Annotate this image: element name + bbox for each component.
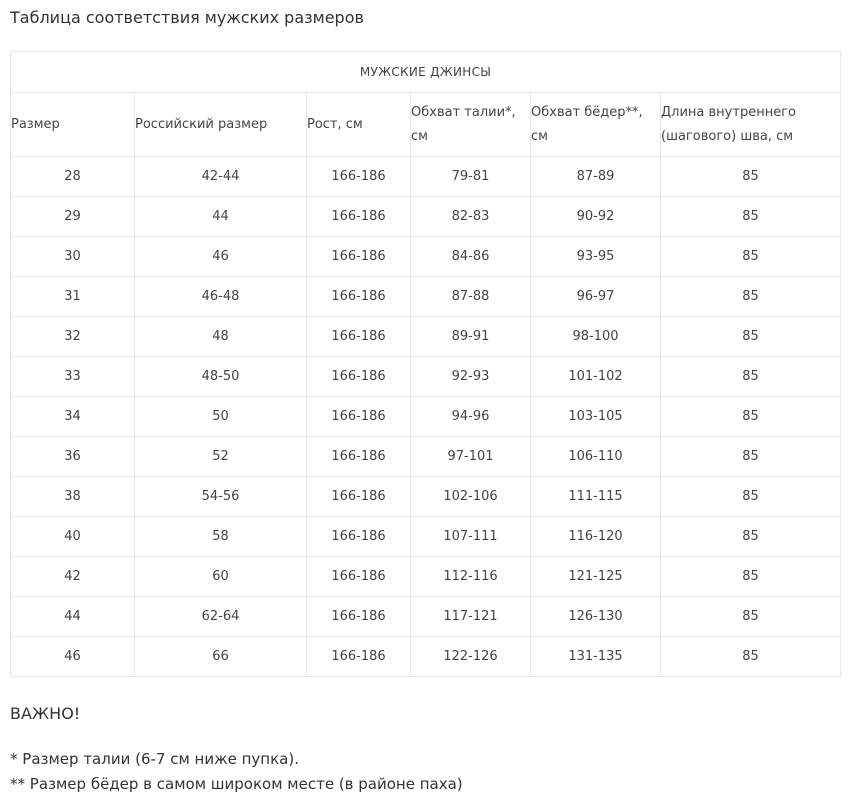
table-row: [11, 197, 841, 237]
cell-waist: 102-106: [411, 477, 531, 517]
cell-inseam: 85: [661, 437, 841, 477]
cell-height: 166-186: [307, 437, 411, 477]
cell-waist: 117-121: [411, 597, 531, 637]
table-row: [11, 157, 841, 197]
cell-waist: 122-126: [411, 637, 531, 677]
header-russian-size: Российский размер: [135, 93, 307, 157]
note-waist: * Размер талии (6-7 см ниже пупка).: [10, 750, 299, 768]
table-row: [11, 277, 841, 317]
cell-size: 29: [11, 197, 135, 237]
cell-height: 166-186: [307, 237, 411, 277]
cell-hips: 111-115: [531, 477, 661, 517]
cell-waist: 92-93: [411, 357, 531, 397]
cell-russian-size: 48-50: [135, 357, 307, 397]
header-inseam: Длина внутреннего (шагового) шва, см: [661, 93, 841, 157]
cell-inseam: 85: [661, 317, 841, 357]
cell-height: 166-186: [307, 517, 411, 557]
cell-russian-size: 46-48: [135, 277, 307, 317]
cell-size: 31: [11, 277, 135, 317]
header-height: Рост, см: [307, 93, 411, 157]
cell-russian-size: 46: [135, 237, 307, 277]
cell-inseam: 85: [661, 157, 841, 197]
cell-waist: 79-81: [411, 157, 531, 197]
table-body: [11, 157, 841, 677]
table-caption-row: [11, 52, 841, 93]
page-title: Таблица соответствия мужских размеров: [10, 8, 364, 27]
table-row: [11, 357, 841, 397]
cell-height: 166-186: [307, 637, 411, 677]
cell-waist: 89-91: [411, 317, 531, 357]
cell-inseam: 85: [661, 477, 841, 517]
cell-waist: 87-88: [411, 277, 531, 317]
table-row: [11, 637, 841, 677]
cell-size: 40: [11, 517, 135, 557]
cell-russian-size: 42-44: [135, 157, 307, 197]
cell-size: 36: [11, 437, 135, 477]
cell-hips: 101-102: [531, 357, 661, 397]
table-caption: МУЖСКИЕ ДЖИНСЫ: [11, 52, 841, 93]
cell-size: 33: [11, 357, 135, 397]
cell-hips: 93-95: [531, 237, 661, 277]
cell-height: 166-186: [307, 317, 411, 357]
cell-size: 32: [11, 317, 135, 357]
cell-hips: 116-120: [531, 517, 661, 557]
cell-waist: 82-83: [411, 197, 531, 237]
cell-inseam: 85: [661, 277, 841, 317]
cell-inseam: 85: [661, 557, 841, 597]
cell-inseam: 85: [661, 237, 841, 277]
cell-russian-size: 52: [135, 437, 307, 477]
cell-hips: 103-105: [531, 397, 661, 437]
table-row: [11, 437, 841, 477]
cell-russian-size: 60: [135, 557, 307, 597]
cell-waist: 97-101: [411, 437, 531, 477]
cell-hips: 90-92: [531, 197, 661, 237]
cell-size: 42: [11, 557, 135, 597]
header-hips: Обхват бёдер**, см: [531, 93, 661, 157]
cell-russian-size: 54-56: [135, 477, 307, 517]
cell-height: 166-186: [307, 357, 411, 397]
cell-hips: 98-100: [531, 317, 661, 357]
cell-size: 46: [11, 637, 135, 677]
cell-waist: 94-96: [411, 397, 531, 437]
cell-russian-size: 44: [135, 197, 307, 237]
cell-size: 30: [11, 237, 135, 277]
cell-size: 38: [11, 477, 135, 517]
table-header-row: [11, 93, 841, 157]
cell-hips: 87-89: [531, 157, 661, 197]
cell-inseam: 85: [661, 597, 841, 637]
cell-russian-size: 66: [135, 637, 307, 677]
table-row: [11, 477, 841, 517]
header-size: Размер: [11, 93, 135, 157]
cell-russian-size: 50: [135, 397, 307, 437]
table-row: [11, 557, 841, 597]
cell-russian-size: 58: [135, 517, 307, 557]
cell-size: 34: [11, 397, 135, 437]
cell-size: 28: [11, 157, 135, 197]
cell-inseam: 85: [661, 517, 841, 557]
table-row: [11, 397, 841, 437]
cell-height: 166-186: [307, 397, 411, 437]
cell-height: 166-186: [307, 597, 411, 637]
cell-hips: 96-97: [531, 277, 661, 317]
cell-inseam: 85: [661, 357, 841, 397]
cell-hips: 126-130: [531, 597, 661, 637]
note-hips: ** Размер бёдер в самом широком месте (в районе паха): [10, 775, 463, 793]
cell-hips: 131-135: [531, 637, 661, 677]
size-table: [10, 51, 841, 677]
table-row: [11, 237, 841, 277]
cell-height: 166-186: [307, 197, 411, 237]
cell-size: 44: [11, 597, 135, 637]
cell-waist: 107-111: [411, 517, 531, 557]
cell-height: 166-186: [307, 157, 411, 197]
cell-waist: 112-116: [411, 557, 531, 597]
cell-russian-size: 48: [135, 317, 307, 357]
cell-hips: 106-110: [531, 437, 661, 477]
cell-inseam: 85: [661, 197, 841, 237]
header-waist: Обхват талии*, см: [411, 93, 531, 157]
table-row: [11, 317, 841, 357]
cell-inseam: 85: [661, 397, 841, 437]
cell-russian-size: 62-64: [135, 597, 307, 637]
cell-height: 166-186: [307, 277, 411, 317]
table-row: [11, 517, 841, 557]
cell-height: 166-186: [307, 477, 411, 517]
cell-waist: 84-86: [411, 237, 531, 277]
cell-inseam: 85: [661, 637, 841, 677]
cell-hips: 121-125: [531, 557, 661, 597]
table-row: [11, 597, 841, 637]
cell-height: 166-186: [307, 557, 411, 597]
important-heading: ВАЖНО!: [10, 704, 81, 723]
